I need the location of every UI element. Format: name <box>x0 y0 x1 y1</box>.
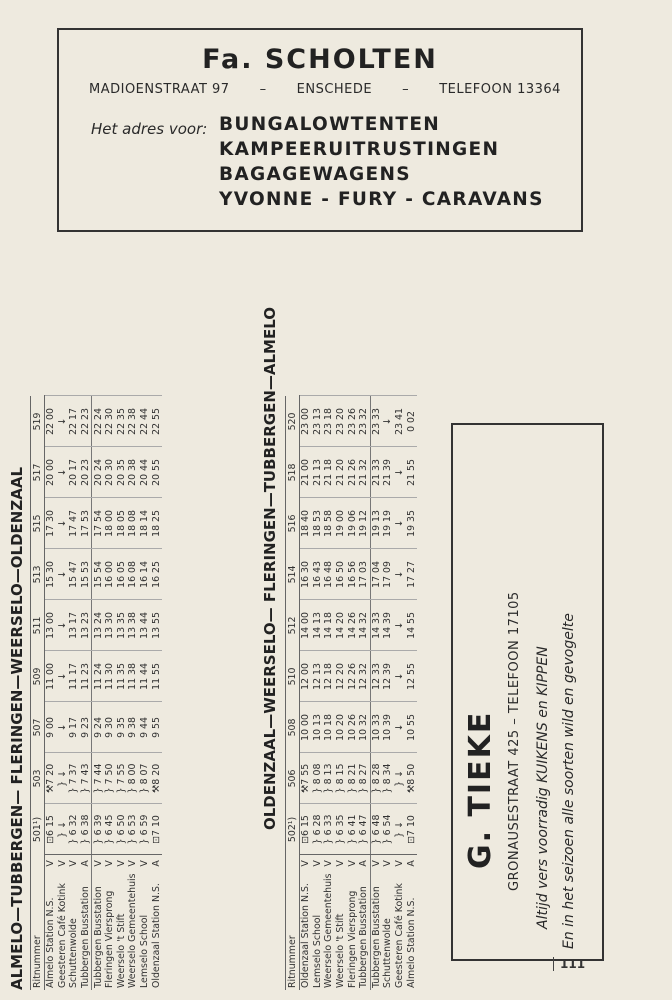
tieke-advertisement <box>451 423 604 961</box>
departure-time: 13 38 <box>127 600 139 651</box>
departure-time: 10 18 <box>323 702 335 753</box>
departure-time: ⚒8 20 <box>150 753 162 804</box>
departure-time: 21 32 <box>358 447 370 498</box>
arrival-departure-marker: V <box>127 855 139 872</box>
departure-time: 18 14 <box>139 498 151 549</box>
departure-time: 22 38 <box>127 396 139 447</box>
departure-time: 11 24 <box>92 651 104 702</box>
departure-time: 19 06 <box>346 498 358 549</box>
departure-time: 0 02 <box>405 396 417 447</box>
departure-time: 12 55 <box>405 651 417 702</box>
departure-time: } 7 44 <box>92 753 104 804</box>
departure-time: 23 18 <box>323 396 335 447</box>
stop-name: Lemselo School <box>139 914 151 988</box>
stop-name: Geesteren Café Kotink <box>56 883 68 988</box>
departure-time: 16 48 <box>323 549 335 600</box>
departure-time: ⊡7 10 <box>150 804 162 855</box>
table-row <box>139 396 151 990</box>
stop-name: Weerselo Gemeentehuis <box>127 873 139 988</box>
departure-time: 9 55 <box>150 702 162 753</box>
header-dir <box>286 855 300 872</box>
departure-time: 17 27 <box>405 549 417 600</box>
departure-time: } 8 27 <box>358 753 370 804</box>
departure-time: } 7 43 <box>80 753 92 804</box>
departure-time: 14 13 <box>312 600 324 651</box>
header-label: Ritnummer <box>31 871 45 990</box>
departure-time: 22 00 <box>45 396 57 447</box>
departure-time: 9 38 <box>127 702 139 753</box>
trip-number: 520 <box>286 396 300 447</box>
trip-number: 519 <box>31 396 45 447</box>
departure-time: ↓ <box>394 549 406 600</box>
arrival-departure-marker: V <box>335 855 347 872</box>
departure-time: 12 20 <box>335 651 347 702</box>
stop-name: Fleringen Viersprong <box>104 890 116 988</box>
departure-time: } 8 08 <box>312 753 324 804</box>
departure-time: } 6 32 <box>68 804 80 855</box>
street: MADIOENSTRAAT 97 <box>89 82 230 97</box>
departure-time: 12 13 <box>312 651 324 702</box>
trip-number: 502¹) <box>286 804 300 855</box>
departure-time: 18 53 <box>312 498 324 549</box>
separator: – <box>402 82 410 97</box>
departure-time: 10 55 <box>405 702 417 753</box>
departure-time: 9 30 <box>104 702 116 753</box>
departure-time: } ↓ <box>394 753 406 804</box>
departure-time: 12 26 <box>346 651 358 702</box>
lead-text: Het adres voor: <box>91 120 208 138</box>
departure-time: } 6 38 <box>80 804 92 855</box>
departure-time: 11 35 <box>116 651 128 702</box>
departure-time: 10 39 <box>382 702 394 753</box>
table-row <box>346 396 358 990</box>
arrival-departure-marker: V <box>300 855 312 872</box>
city: ENSCHEDE <box>296 82 373 97</box>
departure-time: 22 44 <box>139 396 151 447</box>
departure-time: 9 35 <box>116 702 128 753</box>
product-item: YVONNE - FURY - CARAVANS <box>219 189 544 210</box>
departure-time: 15 30 <box>45 549 57 600</box>
departure-time: 11 00 <box>45 651 57 702</box>
departure-time: 20 24 <box>92 447 104 498</box>
departure-time: 10 20 <box>335 702 347 753</box>
timetable-oldenzaal-almelo <box>285 395 417 990</box>
departure-time: ↓ <box>57 651 69 702</box>
stop-name: Oldenzaal Station N.S. <box>300 883 312 988</box>
departure-time: 21 13 <box>312 447 324 498</box>
product-item: BAGAGEWAGENS <box>219 164 411 185</box>
table-row <box>358 396 370 990</box>
table-row <box>394 396 406 990</box>
departure-time: 17 03 <box>358 549 370 600</box>
departure-time: } 7 55 <box>116 753 128 804</box>
trip-number: 507 <box>31 702 45 753</box>
departure-time: 12 33 <box>370 651 382 702</box>
departure-time: } 7 50 <box>104 753 116 804</box>
departure-time: 13 24 <box>92 600 104 651</box>
departure-time: ↓ <box>57 396 69 447</box>
departure-time: } 6 48 <box>370 804 382 855</box>
departure-time: 21 26 <box>346 447 358 498</box>
departure-time: 19 35 <box>405 498 417 549</box>
departure-time: ↓ <box>394 702 406 753</box>
departure-time: } ↓ <box>394 804 406 855</box>
table-row <box>92 396 104 990</box>
departure-time: ↓ <box>394 498 406 549</box>
table-row <box>45 396 57 990</box>
departure-time: 17 53 <box>80 498 92 549</box>
arrival-departure-marker: V <box>346 855 358 872</box>
departure-time: 22 55 <box>150 396 162 447</box>
trip-number: 512 <box>286 600 300 651</box>
product-list <box>219 112 544 212</box>
trip-number: 516 <box>286 498 300 549</box>
tieke-slogan: Altijd vers voorradig KUIKENS en KIPPEN <box>535 646 551 929</box>
arrival-departure-marker: V <box>323 855 335 872</box>
departure-time: 10 00 <box>300 702 312 753</box>
phone: TELEFOON 13364 <box>439 82 561 97</box>
departure-time: 18 08 <box>127 498 139 549</box>
table-row <box>335 396 347 990</box>
stop-name: Oldenzaal Station N.S. <box>150 883 162 988</box>
company-name: Fa. SCHOLTEN <box>202 44 438 75</box>
departure-time: 19 00 <box>335 498 347 549</box>
stop-name: Schuttenwolde <box>68 918 80 988</box>
departure-time: 22 35 <box>116 396 128 447</box>
departure-time: ⚒7 20 <box>45 753 57 804</box>
trip-number: 506 <box>286 753 300 804</box>
departure-time: } 6 59 <box>139 804 151 855</box>
departure-time: 10 26 <box>346 702 358 753</box>
product-item: KAMPEERUITRUSTINGEN <box>219 139 500 160</box>
table-row <box>300 396 312 990</box>
departure-time: 18 58 <box>323 498 335 549</box>
timetable-title: ALMELO—TUBBERGEN— FLERINGEN—WEERSELO—OLDENZAAL <box>8 466 26 990</box>
departure-time: } 8 28 <box>370 753 382 804</box>
header-label: Ritnummer <box>286 871 300 990</box>
stop-name: Tubbergen Busstation <box>370 871 382 990</box>
departure-time: 22 23 <box>80 396 92 447</box>
departure-time: 10 32 <box>358 702 370 753</box>
departure-time: } 7 37 <box>68 753 80 804</box>
departure-time: } 8 15 <box>335 753 347 804</box>
departure-time: 20 38 <box>127 447 139 498</box>
arrival-departure-marker: V <box>45 855 57 872</box>
arrival-departure-marker: V <box>394 855 406 872</box>
departure-time: ↓ <box>57 549 69 600</box>
departure-time: 12 39 <box>382 651 394 702</box>
departure-time: 20 55 <box>150 447 162 498</box>
company-address <box>89 82 561 97</box>
departure-time: } 6 54 <box>382 804 394 855</box>
table-row <box>57 396 69 990</box>
departure-time: 17 09 <box>382 549 394 600</box>
trip-number: 509 <box>31 651 45 702</box>
trip-number: 508 <box>286 702 300 753</box>
departure-time: 16 05 <box>116 549 128 600</box>
departure-time: 21 39 <box>382 447 394 498</box>
departure-time: } 6 39 <box>92 804 104 855</box>
timetable-almelo-oldenzaal <box>30 395 162 990</box>
departure-time: } 8 13 <box>323 753 335 804</box>
separator: – <box>259 82 267 97</box>
departure-time: 21 33 <box>370 447 382 498</box>
departure-time: ⚒8 50 <box>405 753 417 804</box>
stop-name: Weerselo 't Stift <box>335 913 347 988</box>
trip-number: 514 <box>286 549 300 600</box>
stop-name: Fleringen Viersprong <box>346 890 358 988</box>
table-row <box>405 396 417 990</box>
departure-time: 16 14 <box>139 549 151 600</box>
departure-time: 11 17 <box>68 651 80 702</box>
departure-time: 14 00 <box>300 600 312 651</box>
departure-time: ⊡6 15 <box>45 804 57 855</box>
departure-time: } 8 34 <box>382 753 394 804</box>
departure-time: 16 08 <box>127 549 139 600</box>
departure-time: 23 26 <box>346 396 358 447</box>
departure-time: 11 30 <box>104 651 116 702</box>
departure-time: 9 00 <box>45 702 57 753</box>
departure-time: 10 33 <box>370 702 382 753</box>
departure-time: ⊡6 15 <box>300 804 312 855</box>
trip-number: 515 <box>31 498 45 549</box>
departure-time: 18 05 <box>116 498 128 549</box>
departure-time: 18 40 <box>300 498 312 549</box>
departure-time: 13 23 <box>80 600 92 651</box>
product-item: BUNGALOWTENTEN <box>219 114 441 135</box>
departure-time: 12 00 <box>300 651 312 702</box>
departure-time: 23 32 <box>358 396 370 447</box>
table-row <box>104 396 116 990</box>
departure-time: 18 00 <box>104 498 116 549</box>
header-row <box>286 396 300 990</box>
table-row <box>370 396 382 990</box>
departure-time: 17 47 <box>68 498 80 549</box>
departure-time: } 8 00 <box>127 753 139 804</box>
departure-time: ↓ <box>57 702 69 753</box>
arrival-departure-marker: A <box>405 855 417 872</box>
departure-time: 13 35 <box>116 600 128 651</box>
trip-number: 510 <box>286 651 300 702</box>
trip-number: 511 <box>31 600 45 651</box>
departure-time: } 6 50 <box>116 804 128 855</box>
departure-time: 9 24 <box>92 702 104 753</box>
departure-time: ↓ <box>382 396 394 447</box>
departure-time: 10 13 <box>312 702 324 753</box>
departure-time: 23 20 <box>335 396 347 447</box>
departure-time: 20 23 <box>80 447 92 498</box>
table-row <box>80 396 92 990</box>
departure-time: 13 44 <box>139 600 151 651</box>
departure-time: 19 13 <box>370 498 382 549</box>
departure-time: ↓ <box>394 651 406 702</box>
departure-time: 20 44 <box>139 447 151 498</box>
departure-time: 20 17 <box>68 447 80 498</box>
departure-time: 15 47 <box>68 549 80 600</box>
departure-time: 12 32 <box>358 651 370 702</box>
departure-time: 14 18 <box>323 600 335 651</box>
arrival-departure-marker: V <box>57 855 69 872</box>
departure-time: 11 23 <box>80 651 92 702</box>
departure-time: 23 13 <box>312 396 324 447</box>
departure-time: 21 18 <box>323 447 335 498</box>
departure-time: 9 23 <box>80 702 92 753</box>
table-row <box>68 396 80 990</box>
departure-time: } 6 53 <box>127 804 139 855</box>
departure-time: 16 25 <box>150 549 162 600</box>
departure-time: 11 38 <box>127 651 139 702</box>
arrival-departure-marker: A <box>358 855 370 872</box>
scholten-advertisement <box>57 28 583 232</box>
trip-number: 501¹) <box>31 804 45 855</box>
departure-time: } 6 45 <box>104 804 116 855</box>
departure-time: 16 00 <box>104 549 116 600</box>
stop-name: Weerselo Gemeentehuis <box>323 873 335 988</box>
tieke-slogan: En in het seizoen alle soorten wild en gevogelte <box>561 613 577 949</box>
departure-time: 19 12 <box>358 498 370 549</box>
arrival-departure-marker: A <box>80 855 92 872</box>
departure-time: 20 00 <box>45 447 57 498</box>
departure-time: 23 41 <box>394 396 406 447</box>
arrival-departure-marker: V <box>104 855 116 872</box>
departure-time: } 8 07 <box>139 753 151 804</box>
trip-number: 513 <box>31 549 45 600</box>
departure-time: } 6 41 <box>346 804 358 855</box>
departure-time: 20 35 <box>116 447 128 498</box>
arrival-departure-marker: V <box>139 855 151 872</box>
departure-time: 14 55 <box>405 600 417 651</box>
arrival-departure-marker: V <box>382 855 394 872</box>
stop-name: Schuttenwolde <box>382 918 394 988</box>
arrival-departure-marker: V <box>312 855 324 872</box>
table-row <box>382 396 394 990</box>
stop-name: Almelo Station N.S. <box>405 897 417 988</box>
stop-name: Tubbergen Busstation <box>80 886 92 988</box>
trip-number: 517 <box>31 447 45 498</box>
departure-time: 11 55 <box>150 651 162 702</box>
arrival-departure-marker: V <box>68 855 80 872</box>
departure-time: 17 30 <box>45 498 57 549</box>
departure-time: 21 00 <box>300 447 312 498</box>
stop-name: Tubbergen Busstation <box>92 871 104 990</box>
departure-time: 9 44 <box>139 702 151 753</box>
departure-time: } 6 28 <box>312 804 324 855</box>
departure-time: 23 00 <box>300 396 312 447</box>
departure-time: 16 56 <box>346 549 358 600</box>
stop-name: Geesteren Café Kotink <box>394 883 406 988</box>
tieke-address: GRONAUSESTRAAT 425 – TELEFOON 17105 <box>507 591 522 891</box>
header-dir <box>31 855 45 872</box>
departure-time: 14 32 <box>358 600 370 651</box>
departure-time: ↓ <box>57 498 69 549</box>
departure-time: 13 17 <box>68 600 80 651</box>
departure-time: 22 17 <box>68 396 80 447</box>
table-row <box>150 396 162 990</box>
tieke-name: G. TIEKE <box>463 710 498 869</box>
departure-time: ↓ <box>394 600 406 651</box>
tieke-ad-content <box>453 425 602 959</box>
departure-time: 19 19 <box>382 498 394 549</box>
arrival-departure-marker: A <box>150 855 162 872</box>
departure-time: 13 55 <box>150 600 162 651</box>
arrival-departure-marker: V <box>116 855 128 872</box>
page-number: 111 <box>553 957 585 971</box>
departure-time: 15 54 <box>92 549 104 600</box>
departure-time: } 6 35 <box>335 804 347 855</box>
departure-time: 22 24 <box>92 396 104 447</box>
departure-time: } ↓ <box>57 804 69 855</box>
stop-name: Tubbergen Busstation <box>358 886 370 988</box>
departure-time: 12 18 <box>323 651 335 702</box>
departure-time: 17 04 <box>370 549 382 600</box>
stop-name: Weerselo 't Stift <box>115 913 127 988</box>
departure-time: 23 33 <box>370 396 382 447</box>
departure-time: ⚒7 55 <box>300 753 312 804</box>
departure-time: 14 39 <box>382 600 394 651</box>
departure-time: } 6 33 <box>323 804 335 855</box>
departure-time: 16 30 <box>300 549 312 600</box>
departure-time: ⊡7 10 <box>405 804 417 855</box>
table-row <box>323 396 335 990</box>
departure-time: } 6 47 <box>358 804 370 855</box>
departure-time: 14 20 <box>335 600 347 651</box>
departure-time: 21 55 <box>405 447 417 498</box>
departure-time: 17 54 <box>92 498 104 549</box>
departure-time: ↓ <box>57 447 69 498</box>
trip-number: 518 <box>286 447 300 498</box>
departure-time: 11 44 <box>139 651 151 702</box>
header-row <box>31 396 45 990</box>
departure-time: 13 00 <box>45 600 57 651</box>
departure-time: 13 30 <box>104 600 116 651</box>
departure-time: 21 20 <box>335 447 347 498</box>
departure-time: ↓ <box>394 447 406 498</box>
departure-time: 16 50 <box>335 549 347 600</box>
arrival-departure-marker: V <box>92 855 104 872</box>
departure-time: 14 26 <box>346 600 358 651</box>
stop-name: Almelo Station N.S. <box>45 897 57 988</box>
departure-time: 18 25 <box>150 498 162 549</box>
departure-time: 9 17 <box>68 702 80 753</box>
departure-time: } 8 21 <box>346 753 358 804</box>
departure-time: 22 30 <box>104 396 116 447</box>
departure-time: ↓ <box>57 600 69 651</box>
arrival-departure-marker: V <box>370 855 382 872</box>
table-row <box>116 396 128 990</box>
departure-time: } ↓ <box>57 753 69 804</box>
table-row <box>312 396 324 990</box>
trip-number: 503 <box>31 753 45 804</box>
departure-time: 15 53 <box>80 549 92 600</box>
departure-time: 14 33 <box>370 600 382 651</box>
timetable-title: OLDENZAAL—WEERSELO— FLERINGEN—TUBBERGEN—ALMELO <box>261 306 279 830</box>
table-row <box>127 396 139 990</box>
departure-time: 16 43 <box>312 549 324 600</box>
departure-time: 20 30 <box>104 447 116 498</box>
stop-name: Lemselo School <box>311 914 323 988</box>
